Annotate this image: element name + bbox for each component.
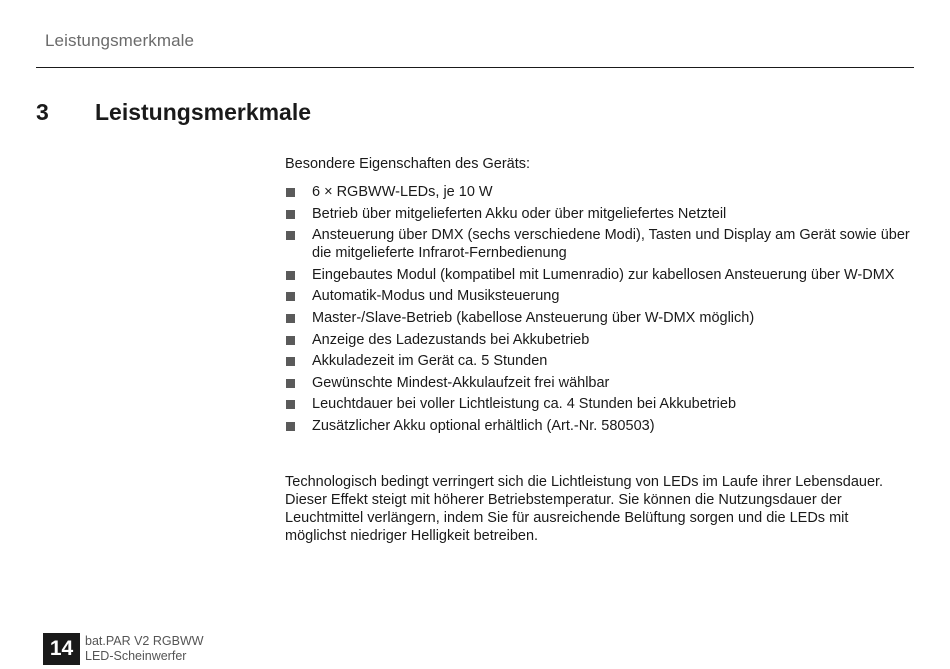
list-item	[285, 226, 910, 262]
square-bullet-icon	[286, 422, 295, 431]
square-bullet-icon	[286, 400, 295, 409]
product-type: LED-Scheinwerfer	[85, 648, 187, 663]
square-bullet-icon	[286, 336, 295, 345]
feature-text: Zusätzlicher Akku optional erhältlich (Art.-Nr. 580503)	[312, 417, 655, 434]
header-divider	[36, 67, 914, 68]
square-bullet-icon	[286, 210, 295, 219]
feature-text: Anzeige des Ladezustands bei Akkubetrieb	[312, 331, 590, 348]
list-item	[285, 183, 910, 201]
list-item	[285, 205, 910, 223]
running-header: Leistungsmerkmale	[45, 31, 195, 50]
list-item	[285, 374, 910, 392]
list-item	[285, 331, 910, 349]
square-bullet-icon	[286, 357, 295, 366]
list-item	[285, 309, 910, 327]
led-lifetime-note: Technologisch bedingt verringert sich die Lichtleistung von LEDs im Laufe ihrer Lebensdauer. Dieser Effekt steigt mit höherer Betriebstemperatur. Sie können die Nutzungsdauer der Leuchtmittel verlängern, indem Sie für ausreichende Belüftung sorgen und die LEDs mit möglichst niedriger Helligkeit betreiben.	[285, 473, 884, 544]
feature-list	[285, 183, 910, 435]
square-bullet-icon	[286, 231, 295, 240]
feature-text: Master-/Slave-Betrieb (kabellose Ansteuerung über W-DMX möglich)	[312, 309, 755, 326]
feature-text: Eingebautes Modul (kompatibel mit Lumenradio) zur kabellosen Ansteuerung über W-DMX	[312, 266, 895, 283]
square-bullet-icon	[286, 379, 295, 388]
feature-text: Gewünschte Mindest-Akkulaufzeit frei wählbar	[312, 374, 610, 391]
list-item	[285, 395, 910, 413]
list-item	[285, 287, 910, 305]
feature-text: Ansteuerung über DMX (sechs verschiedene Modi), Tasten und Display am Gerät sowie über die mitgelieferte Infrarot-Fernbedienung	[312, 227, 910, 262]
chapter-title: Leistungsmerkmale	[95, 99, 312, 125]
product-name: bat.PAR V2 RGBWW	[85, 634, 204, 648]
square-bullet-icon	[286, 188, 295, 197]
feature-text: Betrieb über mitgelieferten Akku oder über mitgeliefertes Netzteil	[312, 205, 727, 222]
page-number: 14	[43, 633, 80, 665]
feature-text: Leuchtdauer bei voller Lichtleistung ca. 4 Stunden bei Akkubetrieb	[312, 396, 737, 413]
intro-text: Besondere Eigenschaften des Geräts:	[285, 156, 531, 172]
feature-text: 6 × RGBWW-LEDs, je 10 W	[312, 184, 493, 200]
list-item	[285, 352, 910, 370]
chapter-number: 3	[36, 99, 49, 125]
main-content	[285, 155, 910, 545]
list-item	[285, 417, 910, 435]
list-item	[285, 266, 910, 284]
footer-product-info	[85, 634, 204, 663]
square-bullet-icon	[286, 292, 295, 301]
square-bullet-icon	[286, 314, 295, 323]
feature-text: Akkuladezeit im Gerät ca. 5 Stunden	[312, 353, 548, 370]
feature-text: Automatik-Modus und Musiksteuerung	[312, 288, 560, 305]
square-bullet-icon	[286, 271, 295, 280]
